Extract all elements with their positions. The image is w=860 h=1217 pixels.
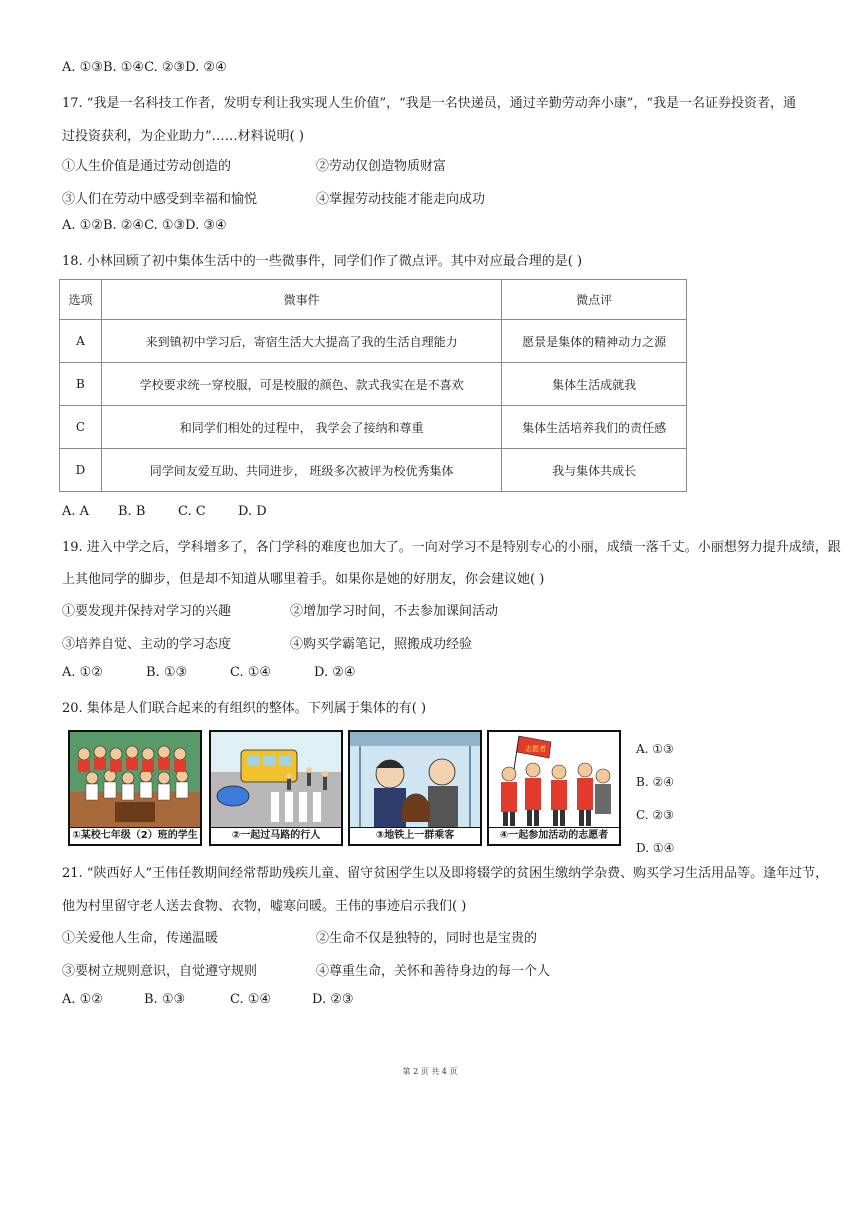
table-header-row	[60, 280, 687, 320]
q18-stem: 18. 小林回顾了初中集体生活中的一些微事件，同学们作了微点评。其中对应最合理的是( )	[62, 254, 583, 269]
row-option: B	[60, 363, 102, 406]
q21-choice-d: D. ②③	[312, 992, 354, 1007]
q21-option-2: ②生命不仅是独特的，同时也是宝贵的	[316, 931, 538, 946]
pedestrians-illustration	[209, 730, 343, 846]
street-crossing-icon	[211, 732, 341, 828]
caption-2: ②一起过马路的行人	[211, 827, 341, 844]
q17-stem-line1: 17. “我是一名科技工作者，发明专利让我实现人生价值”，“我是一名快递员，通过辛勤劳动奔小康”，“我是一名证券投资者，通	[62, 96, 797, 111]
q20-choice-b: B. ②④	[636, 775, 674, 789]
row-event: 同学间友爱互助、共同进步， 班级多次被评为校优秀集体	[101, 449, 501, 492]
q19-option-2: ②增加学习时间，不去参加课间活动	[290, 604, 499, 619]
table-row	[60, 320, 687, 363]
q18-choice-c: C. C	[178, 504, 206, 519]
q19-choice-d: D. ②④	[314, 665, 356, 680]
q20-pictures	[68, 730, 624, 846]
row-comment: 我与集体共成长	[502, 449, 687, 492]
q17-stem-line2: 过投资获利，为企业助力”……材料说明( )	[62, 129, 304, 144]
q17-choices: A. ①②B. ②④C. ①③D. ③④	[62, 218, 227, 233]
caption-3: ③地铁上一群乘客	[350, 827, 480, 844]
banner-text: 志愿者	[525, 745, 546, 753]
row-event: 来到镇初中学习后，寄宿生活大大提高了我的生活自理能力	[101, 320, 501, 363]
q21-stem-line1: 21. “陕西好人”王伟任教期间经常帮助残疾儿童、留守贫困学生以及即将辍学的贫困生缴纳学杂费、购买学习生活用品等。逢年过节，	[62, 866, 829, 881]
q21-option-1: ①关爱他人生命，传递温暖	[62, 931, 219, 946]
q18-choice-a: A. A	[62, 504, 90, 519]
q21-choice-b: B. ①③	[144, 992, 186, 1007]
row-comment: 集体生活培养我们的责任感	[502, 406, 687, 449]
table-row	[60, 406, 687, 449]
row-event: 学校要求统一穿校服，可是校服的颜色、款式我实在是不喜欢	[101, 363, 501, 406]
q19-choices	[62, 665, 356, 680]
q18-table	[59, 279, 687, 492]
header-option: 选项	[60, 280, 102, 320]
header-event: 微事件	[101, 280, 501, 320]
q20-stem: 20. 集体是人们联合起来的有组织的整体。下列属于集体的有( )	[62, 701, 427, 716]
q17-option-2: ②劳动仅创造物质财富	[316, 159, 447, 174]
q20-choice-c: C. ②③	[636, 808, 674, 822]
q21-choice-a: A. ①②	[62, 992, 103, 1007]
row-event: 和同学们相处的过程中， 我学会了接纳和尊重	[101, 406, 501, 449]
q21-choices	[62, 992, 354, 1007]
row-comment: 愿景是集体的精神动力之源	[502, 320, 687, 363]
subway-passengers-illustration	[348, 730, 482, 846]
q19-option-4: ④购买学霸笔记，照搬成功经验	[290, 637, 473, 652]
q17-option-1: ①人生价值是通过劳动创造的	[62, 159, 232, 174]
table-row	[60, 449, 687, 492]
q21-stem-line2: 他为村里留守老人送去食物、衣物，嘘寒问暖。王伟的事迹启示我们( )	[62, 899, 467, 914]
q21-option-4: ④尊重生命，关怀和善待身边的每一个人	[316, 964, 551, 979]
row-option: D	[60, 449, 102, 492]
table-row	[60, 363, 687, 406]
volunteers-illustration	[487, 730, 621, 846]
q20-choice-d: D. ①④	[636, 841, 675, 855]
q18-choice-b: B. B	[118, 504, 146, 519]
q17-option-3: ③人们在劳动中感受到幸福和愉悦	[62, 192, 258, 207]
q21-choice-c: C. ①④	[230, 992, 272, 1007]
caption-4: ④一起参加活动的志愿者	[489, 827, 619, 844]
subway-icon	[350, 732, 480, 828]
q19-stem-line2: 上其他同学的脚步，但是却不知道从哪里着手。如果你是她的好朋友，你会建议她( )	[62, 572, 545, 587]
q19-choice-c: C. ①④	[230, 665, 272, 680]
q18-choice-d: D. D	[238, 504, 267, 519]
q19-option-3: ③培养自觉、主动的学习态度	[62, 637, 232, 652]
q18-choices	[62, 504, 267, 519]
q19-stem-line1: 19. 进入中学之后，学科增多了，各门学科的难度也加大了。一向对学习不是特别专心的小丽，成绩一落千丈。小丽想努力提升成绩，跟	[62, 540, 841, 555]
class-photo-icon	[70, 732, 200, 828]
caption-1: ①某校七年级（2）班的学生	[70, 827, 200, 844]
q20-choices	[636, 733, 674, 865]
q19-choice-b: B. ①③	[146, 665, 188, 680]
q16-choices: A. ①③B. ①④C. ②③D. ②④	[62, 60, 227, 75]
row-comment: 集体生活成就我	[502, 363, 687, 406]
q19-choice-a: A. ①②	[62, 665, 103, 680]
volunteers-icon	[489, 732, 619, 828]
q21-option-3: ③要树立规则意识，自觉遵守规则	[62, 964, 258, 979]
row-option: C	[60, 406, 102, 449]
q17-option-4: ④掌握劳动技能才能走向成功	[316, 192, 486, 207]
class-students-illustration	[68, 730, 202, 846]
q20-choice-a: A. ①③	[636, 742, 674, 756]
q19-option-1: ①要发现并保持对学习的兴趣	[62, 604, 232, 619]
header-comment: 微点评	[502, 280, 687, 320]
row-option: A	[60, 320, 102, 363]
page-footer: 第 2 页 共 4 页	[402, 1067, 458, 1076]
